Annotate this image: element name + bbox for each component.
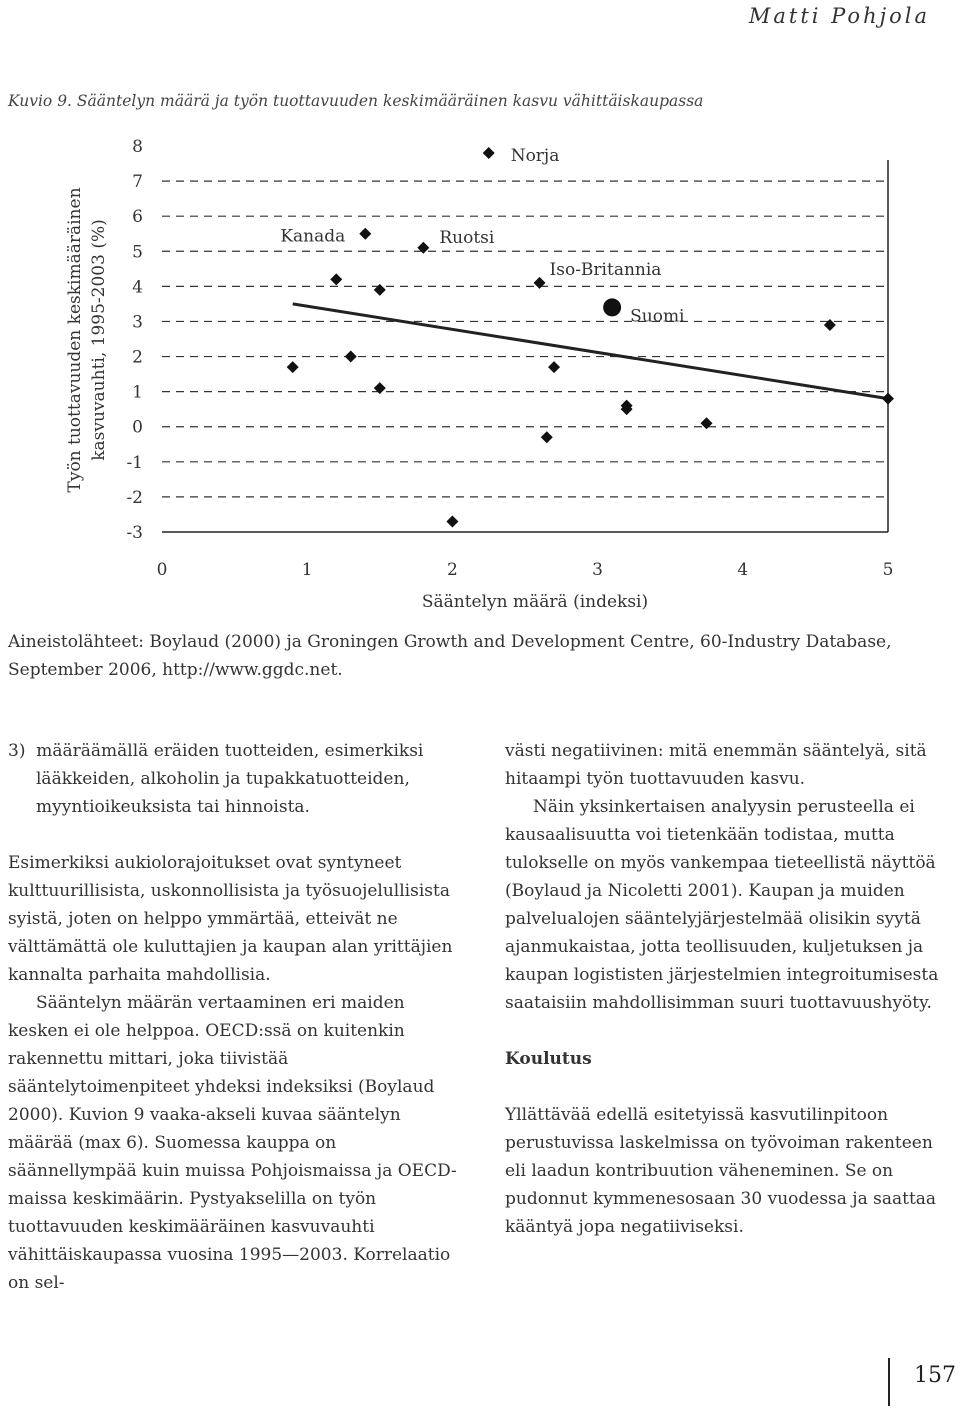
point-label: Norja <box>510 146 560 167</box>
section-heading: Koulutus <box>505 1049 592 1069</box>
page-number-divider <box>888 1358 890 1406</box>
point-label: Suomi <box>630 306 685 327</box>
point-label: Kanada <box>280 226 346 247</box>
y-tick-label: 5 <box>132 242 143 263</box>
y-tick-label: 6 <box>132 207 143 228</box>
y-tick-label: 3 <box>132 312 143 333</box>
data-point <box>287 361 299 373</box>
gridlines <box>162 181 888 497</box>
data-point <box>359 228 371 240</box>
data-point <box>548 361 560 373</box>
y-tick-label: 0 <box>132 417 143 438</box>
y-tick-label: -3 <box>126 523 143 543</box>
point-label: Iso-Britannia <box>549 259 662 280</box>
data-point <box>345 351 357 363</box>
x-tick-label: 1 <box>301 560 313 580</box>
data-point <box>882 393 894 405</box>
y-axis-label-line2: kasvuvauhti, 1995-2003 (%) <box>89 219 109 461</box>
point-labels <box>280 146 685 326</box>
data-sources-note: Aineistolähteet: Boylaud (2000) ja Groningen Growth and Development Centre, 60-Industry Database, September 2006, http://www.ggdc.net. <box>8 632 892 680</box>
running-header-author: Matti Pohjola <box>748 4 930 28</box>
list-item-3: 3) määräämällä eräiden tuotteiden, esimerkiksi lääkkeiden, alkoholin ja tupakkatuotteiden, myyntioikeuksista tai hinnoista. <box>8 741 424 817</box>
y-tick-label: 2 <box>132 347 143 368</box>
data-point <box>701 417 713 429</box>
data-point <box>483 147 495 159</box>
data-point <box>330 273 342 285</box>
figure-caption: Kuvio 9. Sääntelyn määrä ja työn tuottavuuden keskimääräinen kasvu vähittäiskaupassa <box>8 92 704 110</box>
right-column <box>505 737 957 1241</box>
left-column <box>8 737 461 1297</box>
data-point <box>541 431 553 443</box>
data-point-highlight <box>603 298 621 316</box>
scatter-chart <box>0 130 960 620</box>
y-tick-label: 8 <box>132 137 143 157</box>
data-point <box>446 515 458 527</box>
paragraph: Sääntelyn määrän vertaaminen eri maiden kesken ei ole helppoa. OECD:ssä on kuitenkin rakennettu mittari, joka tiivistää sääntelytoimenpiteet yhdeksi indeksiksi (Boylaud 2000). Kuvion 9 vaaka-akseli kuvaa sääntelyn määrää (max 6). Suomessa kauppa on säännellympää kuin muissa Pohjoismaissa ja OECD-maissa keskimäärin. Pystyakselilla on työn tuottavuuden keskimääräinen kasvuvauhti vähittäiskaupassa vuosina 1995—2003. Korrelaatio on sel- <box>8 993 457 1293</box>
y-tick-labels <box>126 137 143 543</box>
x-tick-label: 3 <box>592 560 604 580</box>
x-tick-label: 0 <box>156 560 168 580</box>
y-axis-label-line1: Työn tuottavuuden keskimääräinen <box>65 187 85 493</box>
x-tick-label: 4 <box>737 560 749 580</box>
data-point <box>824 319 836 331</box>
x-tick-label: 2 <box>446 560 458 580</box>
x-tick-labels <box>157 560 894 580</box>
y-tick-label: -1 <box>126 452 143 473</box>
data-point <box>374 284 386 296</box>
data-points <box>287 147 894 527</box>
x-tick-label: 5 <box>882 560 894 580</box>
paragraph: Esimerkiksi aukiolorajoitukset ovat syntyneet kulttuurillisista, uskonnollisista ja työsuojelullisista syistä, joten on helppo ymmärtää, etteivät ne välttämättä ole kuluttajien ja kaupan alan yrittäjien kannalta parhaita mahdollisia. <box>8 853 453 985</box>
point-label: Ruotsi <box>439 227 495 248</box>
data-point <box>534 277 546 289</box>
data-point <box>417 242 429 254</box>
paragraph: Näin yksinkertaisen analyysin perusteella ei kausaalisuutta voi tietenkään todistaa, mutta tulokselle on myös vankempaa tieteellistä näyttöä (Boylaud ja Nicoletti 2001). Kaupan ja muiden palvelualojen sääntelyjärjestelmää olisikin syytä ajanmukaistaa, jotta teollisuuden, kuljetuksen ja kaupan logististen järjestelmien integroitumisesta saataisiin mahdollisimman suuri tuottavuushyöty. <box>505 797 939 1013</box>
x-axis-label: Sääntelyn määrä (indeksi) <box>421 592 649 612</box>
y-tick-label: 7 <box>132 172 143 193</box>
data-point <box>374 382 386 394</box>
page-number: 157 <box>914 1363 956 1388</box>
y-tick-label: 4 <box>132 277 143 298</box>
y-tick-label: 1 <box>132 382 143 403</box>
paragraph: västi negatiivinen: mitä enemmän sääntelyä, sitä hitaampi työn tuottavuuden kasvu. <box>505 741 927 789</box>
y-tick-label: -2 <box>126 487 143 508</box>
paragraph: Yllättävää edellä esitetyissä kasvutilinpitoon perustuvissa laskelmissa on työvoiman rakenteen eli laadun kontribuution väheneminen. Se on pudonnut kymmenesosaan 30 vuodessa ja saattaa kääntyä jopa negatiiviseksi. <box>505 1105 937 1237</box>
